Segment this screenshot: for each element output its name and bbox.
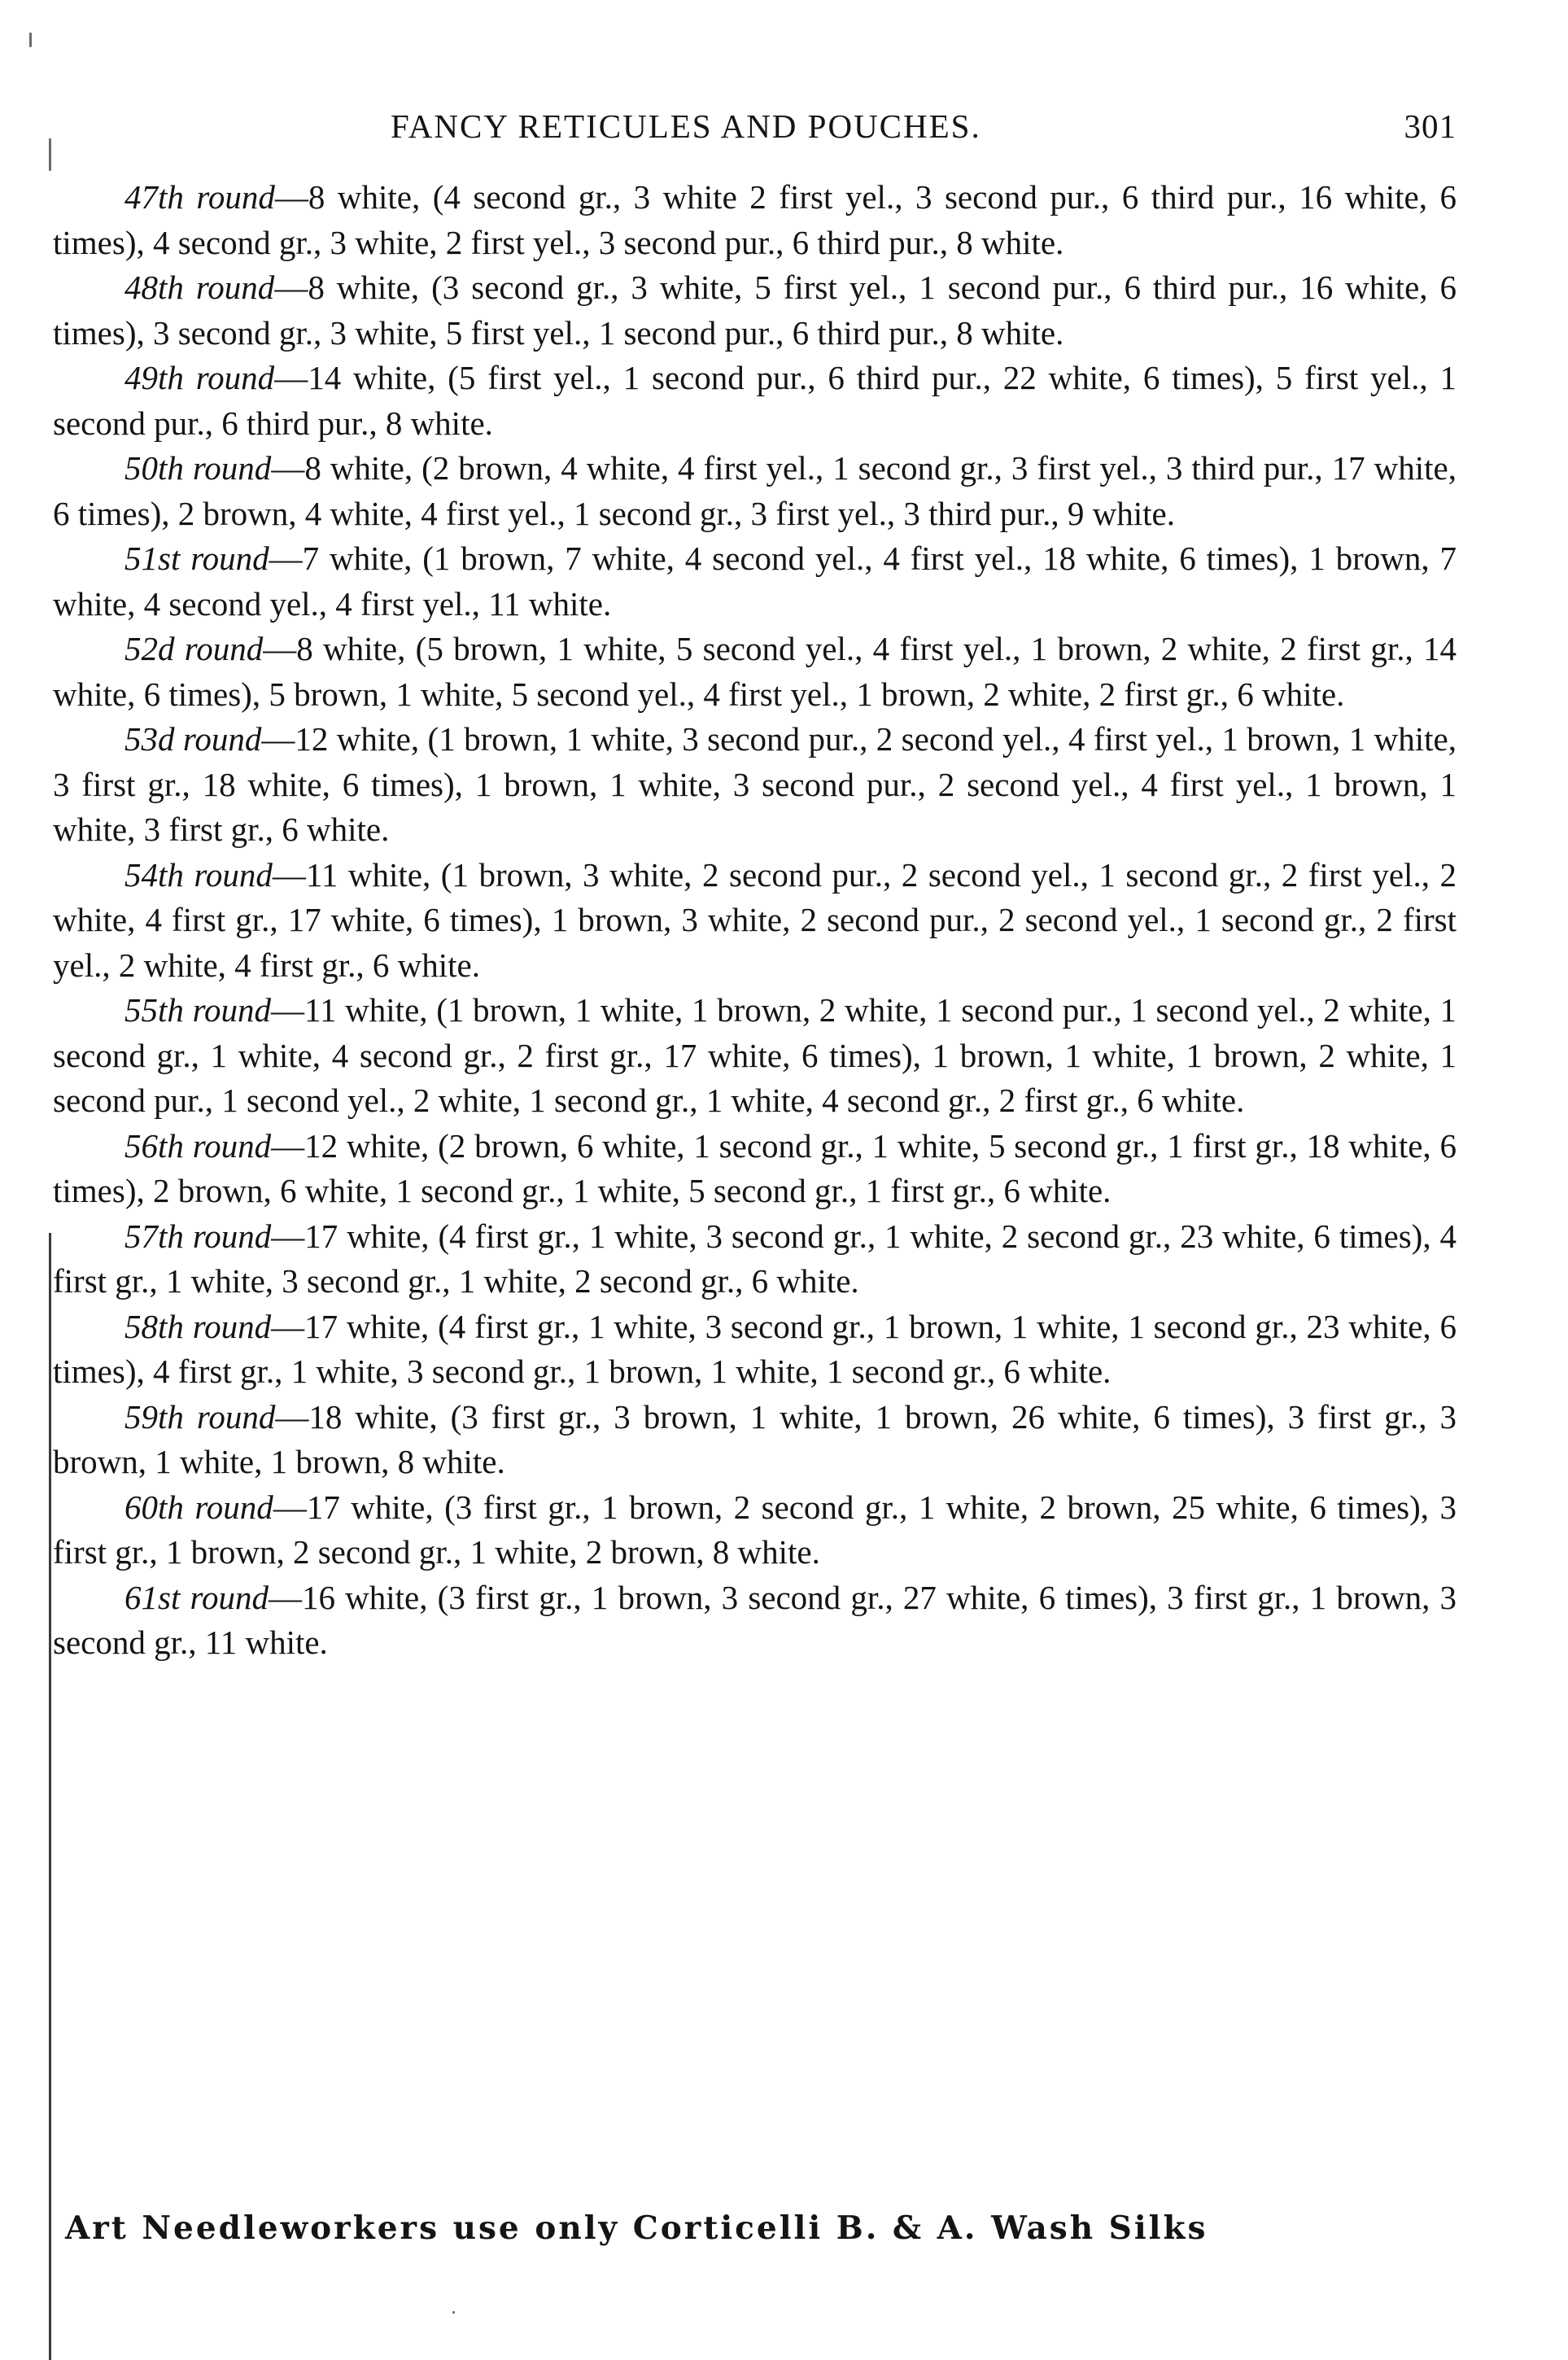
round-text: —8 white, (5 brown, 1 white, 5 second yel., 4 first yel., 1 brown, 2 white, 2 first gr., 14 white, 6 times), 5 brown, 1 white, 5 second yel., 4 first yel., 1 brown, 2 white, 2 first gr., 6 white. — [53, 630, 1457, 713]
round-paragraph — [53, 988, 1457, 1124]
round-text: —17 white, (4 first gr., 1 white, 3 second gr., 1 white, 2 second gr., 23 white, 6 times), 4 first gr., 1 white, 3 second gr., 1 white, 2 second gr., 6 white. — [53, 1217, 1457, 1300]
advertisement-line: Art Needleworkers use only Corticelli B. & A. Wash Silks — [65, 2209, 1208, 2247]
round-paragraph — [53, 853, 1457, 989]
running-title: FANCY RETICULES AND POUCHES. — [391, 107, 981, 145]
round-paragraph — [53, 1214, 1457, 1305]
round-paragraph — [53, 265, 1457, 356]
round-paragraph — [53, 175, 1457, 265]
round-label: 57th round — [124, 1217, 272, 1255]
round-text: —12 white, (2 brown, 6 white, 1 second gr., 1 white, 5 second gr., 1 first gr., 18 white, 6 times), 2 brown, 6 white, 1 second gr., 1 white, 5 second gr., 1 first gr., 6 white. — [53, 1126, 1457, 1209]
round-label: 58th round — [124, 1307, 272, 1345]
round-paragraph — [53, 1124, 1457, 1214]
instructions-body — [53, 175, 1457, 1666]
round-text: —14 white, (5 first yel., 1 second pur., 6 third pur., 22 white, 6 times), 5 first yel., 1 second pur., 6 third pur., 8 white. — [53, 359, 1457, 442]
page-number: 301 — [1404, 107, 1457, 145]
round-paragraph — [53, 1395, 1457, 1485]
round-label: 59th round — [124, 1397, 276, 1436]
round-paragraph — [53, 717, 1457, 853]
round-paragraph — [53, 1576, 1457, 1666]
round-text: —8 white, (3 second gr., 3 white, 5 first yel., 1 second pur., 6 third pur., 16 white, 6 times), 3 second gr., 3 white, 5 first yel., 1 second pur., 6 third pur., 8 white. — [53, 269, 1457, 352]
scan-speck — [452, 2311, 455, 2314]
round-label: 49th round — [124, 359, 275, 396]
round-paragraph — [53, 536, 1457, 627]
round-label: 55th round — [124, 991, 272, 1029]
round-text: —16 white, (3 first gr., 1 brown, 3 second gr., 27 white, 6 times), 3 first gr., 1 brown, 3 second gr., 11 white. — [53, 1578, 1457, 1661]
round-label: 56th round — [124, 1126, 272, 1165]
round-text: —11 white, (1 brown, 3 white, 2 second pur., 2 second yel., 1 second gr., 2 first yel., 2 white, 4 first gr., 17 white, 6 times), 1 brown, 3 white, 2 second pur., 2 second yel., 1 second gr., 2 first yel., 2 white, 4 first gr., 6 white. — [53, 855, 1457, 984]
round-label: 54th round — [124, 855, 273, 894]
round-label: 50th round — [124, 449, 272, 487]
round-label: 52d round — [124, 630, 264, 667]
scan-speck — [29, 33, 32, 47]
round-paragraph — [53, 1485, 1457, 1576]
round-text: —8 white, (2 brown, 4 white, 4 first yel., 1 second gr., 3 first yel., 3 third pur., 17 white, 6 times), 2 brown, 4 white, 4 first yel., 1 second gr., 3 first yel., 3 third pur., 9 white. — [53, 449, 1457, 532]
round-label: 53d round — [124, 720, 262, 758]
round-label: 60th round — [124, 1488, 273, 1526]
round-paragraph — [53, 627, 1457, 717]
scan-speck — [49, 138, 51, 171]
round-text: —8 white, (4 second gr., 3 white 2 first yel., 3 second pur., 6 third pur., 16 white, 6 times), 4 second gr., 3 white, 2 first yel., 3 second pur., 6 third pur., 8 white. — [53, 178, 1457, 261]
round-text: —17 white, (3 first gr., 1 brown, 2 second gr., 1 white, 2 brown, 25 white, 6 times), 3 first gr., 1 brown, 2 second gr., 1 white, 2 brown, 8 white. — [53, 1488, 1457, 1571]
round-paragraph — [53, 446, 1457, 536]
round-text: —11 white, (1 brown, 1 white, 1 brown, 2 white, 1 second pur., 1 second yel., 2 white, 1 second gr., 1 white, 4 second gr., 2 first gr., 17 white, 6 times), 1 brown, 1 white, 1 brown, 2 white, 1 second pur., 1 second yel., 2 white, 1 second gr., 1 white, 4 second gr., 2 first gr., 6 white. — [53, 991, 1457, 1119]
round-text: —17 white, (4 first gr., 1 white, 3 second gr., 1 brown, 1 white, 1 second gr., 23 white, 6 times), 4 first gr., 1 white, 3 second gr., 1 brown, 1 white, 1 second gr., 6 white. — [53, 1307, 1457, 1390]
round-text: —12 white, (1 brown, 1 white, 3 second pur., 2 second yel., 4 first yel., 1 brown, 1 white, 3 first gr., 18 white, 6 times), 1 brown, 1 white, 3 second pur., 2 second yel., 4 first yel., 1 brown, 1 white, 3 first gr., 6 white. — [53, 720, 1457, 848]
round-paragraph — [53, 1305, 1457, 1395]
round-label: 61st round — [124, 1578, 269, 1616]
round-label: 47th round — [124, 178, 275, 216]
round-text: —18 white, (3 first gr., 3 brown, 1 white, 1 brown, 26 white, 6 times), 3 first gr., 3 brown, 1 white, 1 brown, 8 white. — [53, 1397, 1457, 1480]
round-label: 51st round — [124, 540, 269, 577]
binding-edge-line — [49, 1233, 51, 2360]
round-text: —7 white, (1 brown, 7 white, 4 second yel., 4 first yel., 18 white, 6 times), 1 brown, 7 white, 4 second yel., 4 first yel., 11 white. — [53, 540, 1457, 623]
round-label: 48th round — [124, 269, 275, 306]
round-paragraph — [53, 356, 1457, 446]
